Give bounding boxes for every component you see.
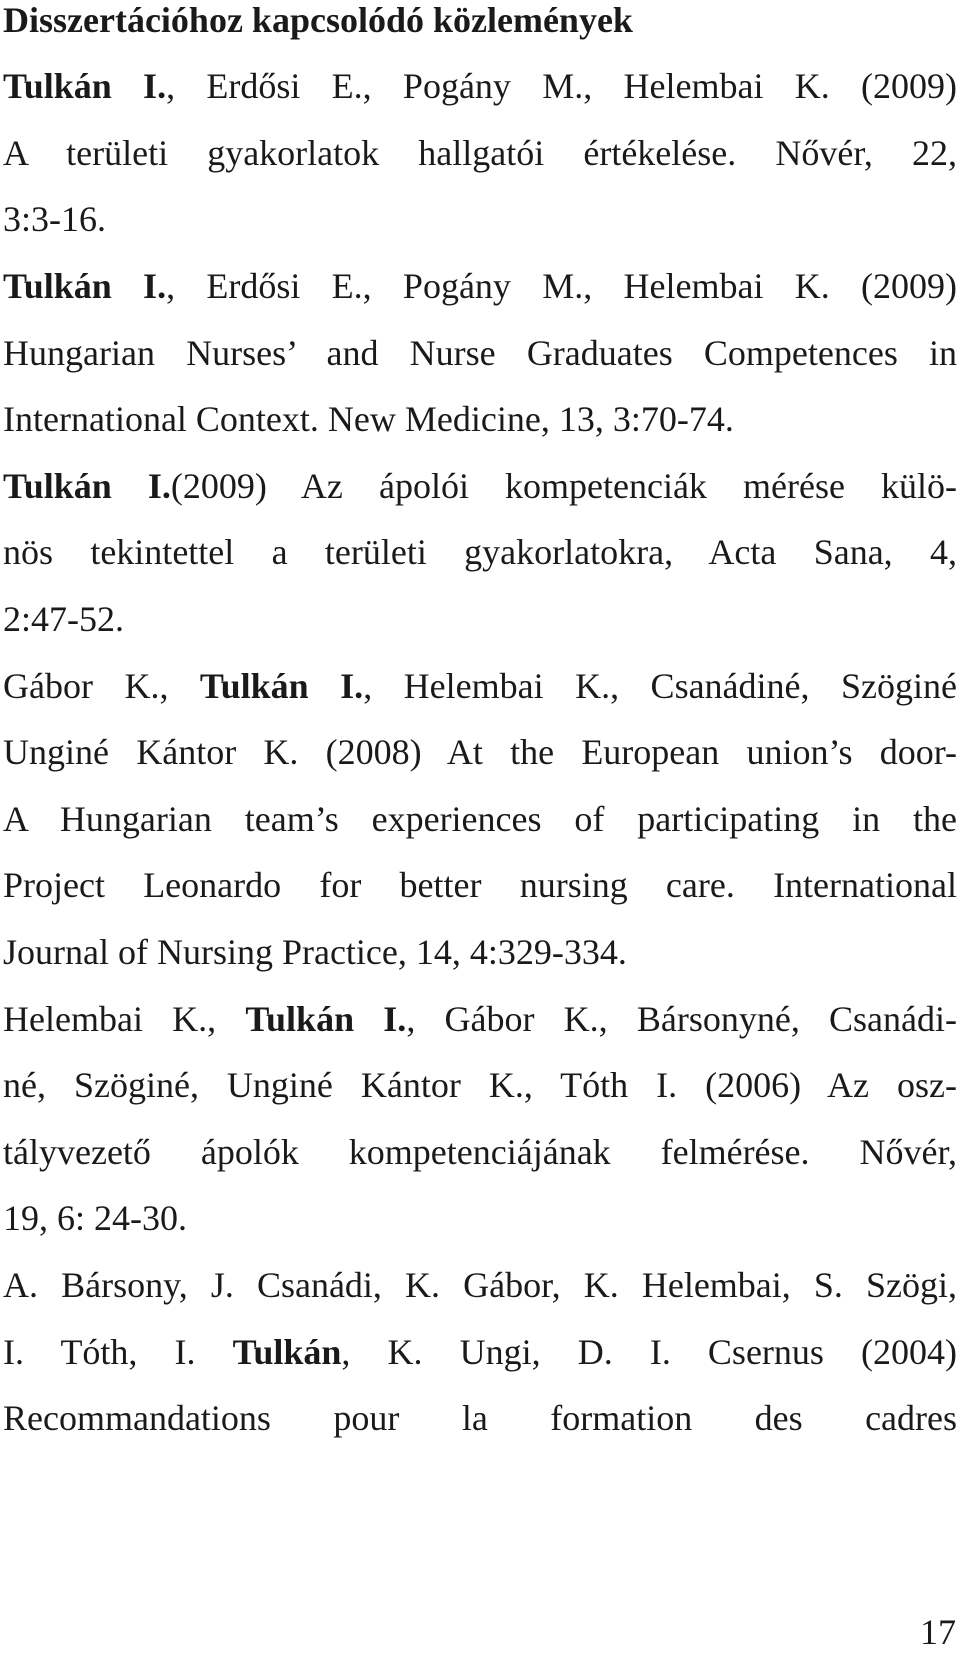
reference-2-line-1: Tulkán I., Erdősi E., Pogány M., Helembai K. (2009) (3, 266, 957, 306)
author-highlight: Tulkán I. (3, 466, 171, 506)
reference-6-line-3: Recommandations pour la formation des cadres (3, 1398, 957, 1438)
author-highlight: Tulkán I. (199, 666, 364, 706)
section-heading: Disszertációhoz kapcsolódó közlemények (3, 0, 633, 40)
author-highlight: Tulkán I. (3, 266, 167, 306)
reference-6-line-1: A. Bársony, J. Csanádi, K. Gábor, K. Helembai, S. Szögi, (3, 1265, 957, 1305)
reference-4-line-4: Project Leonardo for better nursing care. International (3, 865, 957, 905)
author-highlight: Tulkán I. (245, 999, 407, 1039)
reference-5-line-4: 19, 6: 24-30. (3, 1198, 187, 1238)
reference-5-line-3: tályvezető ápolók kompetenciájának felmérése. Nővér, (3, 1132, 957, 1172)
reference-3-line-3: 2:47-52. (3, 599, 124, 639)
page-number: 17 (920, 1612, 956, 1652)
reference-4-line-2: Unginé Kántor K. (2008) At the European union’s door- (3, 732, 957, 772)
reference-3-line-2: nös tekintettel a területi gyakorlatokra, Acta Sana, 4, (3, 532, 957, 572)
reference-4-line-3: A Hungarian team’s experiences of participating in the (3, 799, 957, 839)
reference-4-line-5: Journal of Nursing Practice, 14, 4:329-334. (3, 932, 627, 972)
reference-3-line-1: Tulkán I.(2009) Az ápolói kompetenciák mérése külö- (3, 466, 957, 506)
reference-1-line-2: A területi gyakorlatok hallgatói értékelése. Nővér, 22, (3, 133, 957, 173)
reference-4-line-1: Gábor K., Tulkán I., Helembai K., Csanádiné, Szöginé (3, 666, 957, 706)
author-highlight: Tulkán (232, 1332, 342, 1372)
reference-6-line-2: I. Tóth, I. Tulkán, K. Ungi, D. I. Csernus (2004) (3, 1332, 957, 1372)
author-highlight: Tulkán I. (3, 66, 167, 106)
reference-5-line-1: Helembai K., Tulkán I., Gábor K., Bársonyné, Csanádi- (3, 999, 957, 1039)
reference-1-line-1: Tulkán I., Erdősi E., Pogány M., Helembai K. (2009) (3, 66, 957, 106)
reference-2-line-2: Hungarian Nurses’ and Nurse Graduates Competences in (3, 333, 957, 373)
reference-2-line-3: International Context. New Medicine, 13, 3:70-74. (3, 399, 734, 439)
reference-1-line-3: 3:3-16. (3, 199, 106, 239)
reference-5-line-2: né, Szöginé, Unginé Kántor K., Tóth I. (2006) Az osz- (3, 1065, 957, 1105)
